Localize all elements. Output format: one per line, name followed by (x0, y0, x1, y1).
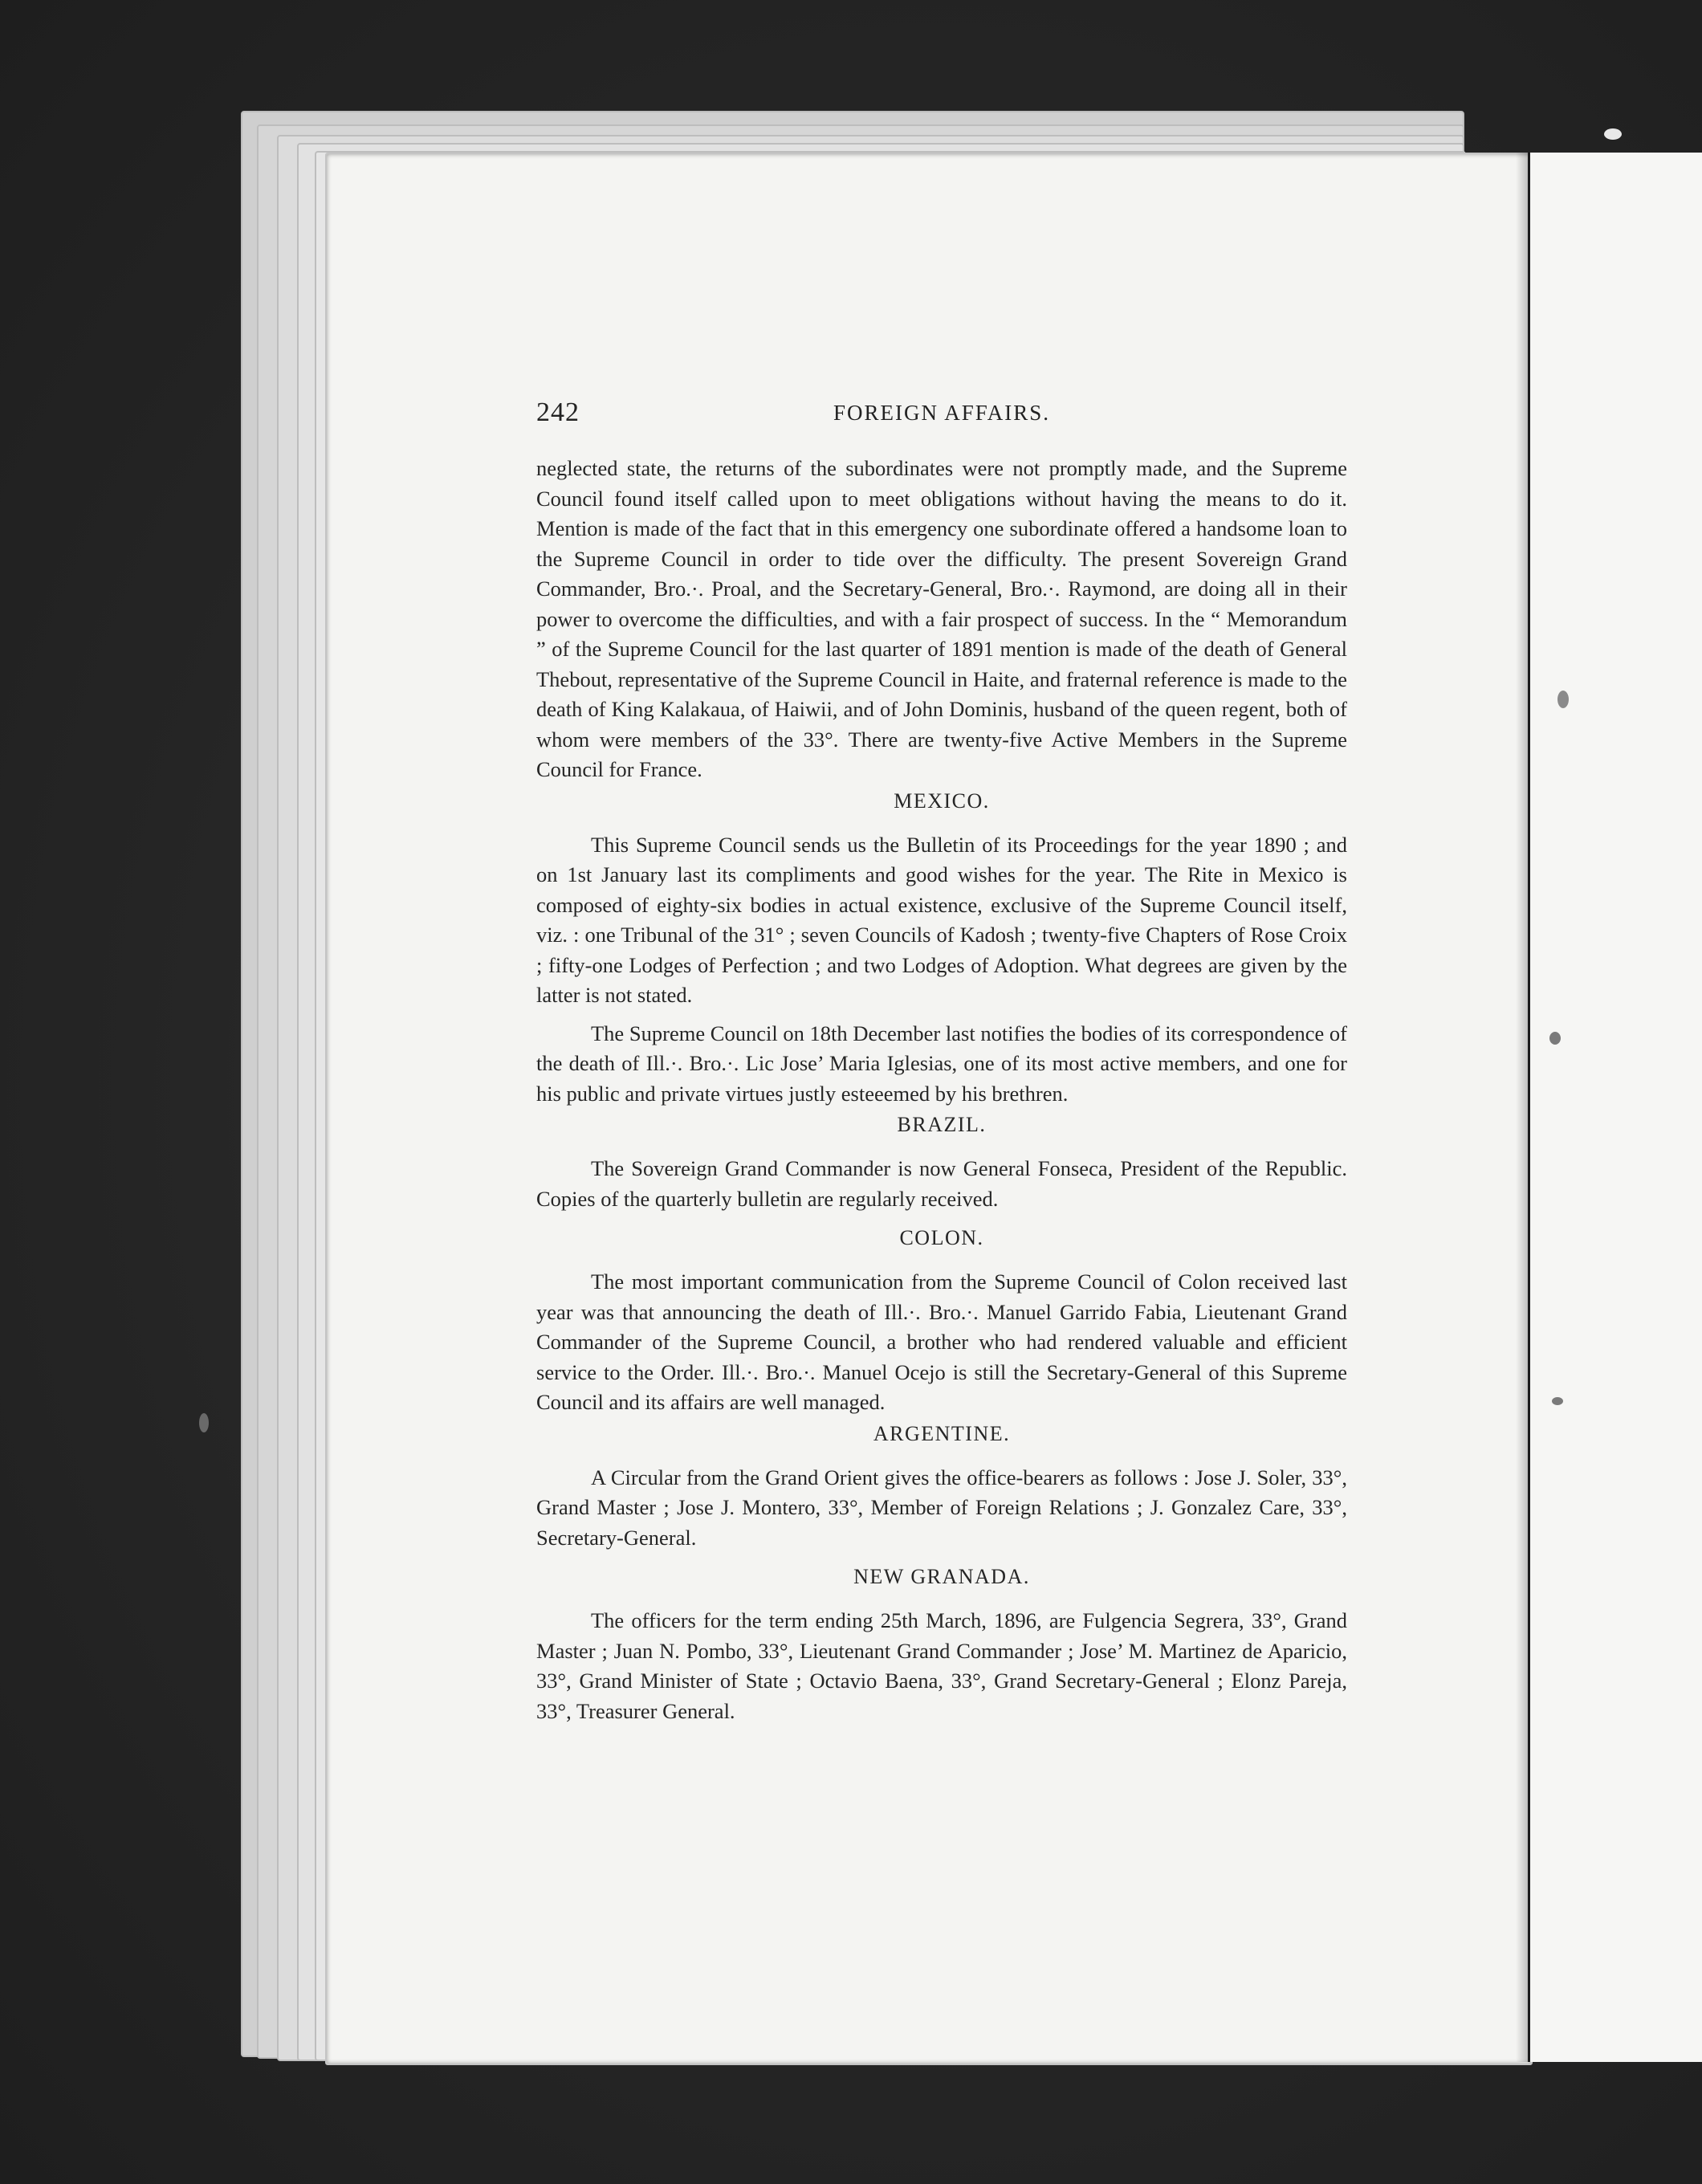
facing-page-edge (1528, 153, 1702, 2062)
scan-speck (199, 1413, 209, 1432)
scan-speck (1557, 691, 1569, 708)
paragraph-mexico-1: This Supreme Council sends us the Bulletin of its Proceedings for the year 1890 ; and on 1st January last its compliments and good wishes for the year. The Rite in Mexico is composed of eighty-six bodies in actual existence, exclusive of the Supreme Council itself, viz. : one Tribunal of the 31° ; seven Councils of Kadosh ; twenty-five Chapters of Rose Croix ; fifty-one Lodges of Perfection ; and two Lodges of Adoption. What degrees are given by the latter is not stated. (536, 832, 1347, 1007)
paragraph-new-granada: The officers for the term ending 25th March, 1896, are Fulgencia Segrera, 33°, Grand Master ; Juan N. Pombo, 33°, Lieutenant Grand Commander ; Jose’ M. Martinez de Aparicio, 33°, Grand Minister of State ; Octavio Baena, 33°, Grand Secretary-General ; Elonz Pareja, 33°, Treasurer General. (536, 1608, 1347, 1723)
section-heading-argentine: ARGENTINE. (873, 1421, 1011, 1445)
scan-speck (1604, 128, 1622, 140)
scan-speck (1549, 1032, 1561, 1045)
section-heading-mexico: MEXICO. (894, 788, 990, 813)
page-body (536, 454, 1347, 1726)
section-heading-new-granada: NEW GRANADA. (853, 1565, 1030, 1588)
section-heading-colon: COLON. (899, 1226, 984, 1249)
paragraph-brazil: The Sovereign Grand Commander is now General Fonseca, President of the Republic. Copies of the quarterly bulletin are regularly received. (536, 1156, 1347, 1211)
page-header (536, 397, 1347, 438)
paragraph-intro: neglected state, the returns of the subordinates were not promptly made, and the Supreme Council found itself called upon to meet obligations without having the means to do it. Mention is made of the fact that in this emergency one subordinate offered a handsome loan to the Supreme Council in order to tide over the difficulty. The present Sovereign Grand Commander, Bro.·. Proal, and the Secretary-General, Bro.·. Raymond, are doing all in their power to overcome the difficulties, and with a fair prospect of success. In the “ Memorandum ” of the Supreme Council for the last quarter of 1891 mention is made of the death of General Thebout, representative of the Supreme Council in Haite, and fraternal reference is made to the death of King Kalakaua, of Haiwii, and of John Dominis, husband of the queen regent, both of whom were members of the 33°. There are twenty-five Active Members in the Supreme Council for France. (536, 456, 1347, 781)
scan-speck (1552, 1397, 1563, 1405)
paragraph-argentine: A Circular from the Grand Orient gives the office-bearers as follows : Jose J. Soler, 33°, Grand Master ; Jose J. Montero, 33°, Member of Foreign Relations ; J. Gonzalez Care, 33°, Secretary-General. (536, 1465, 1347, 1550)
paragraph-colon: The most important communication from the Supreme Council of Colon received last year was that announcing the death of Ill.·. Bro.·. Manuel Garrido Fabia, Lieutenant Grand Commander of the Supreme Council, a brother who had rendered valuable and efficient service to the Order. Ill.·. Bro.·. Manuel Ocejo is still the Secretary-General of this Supreme Council and its affairs are well managed. (536, 1269, 1347, 1414)
page-number: 242 (536, 397, 580, 427)
running-title: FOREIGN AFFAIRS. (833, 401, 1051, 425)
paragraph-mexico-2: The Supreme Council on 18th December last notifies the bodies of its correspondence of the death of Ill.·. Bro.·. Lic Jose’ Maria Iglesias, one of its most active members, and one for his public and private virtues justly esteeemed by his brethren. (536, 1021, 1347, 1106)
section-heading-brazil: BRAZIL. (897, 1113, 987, 1136)
